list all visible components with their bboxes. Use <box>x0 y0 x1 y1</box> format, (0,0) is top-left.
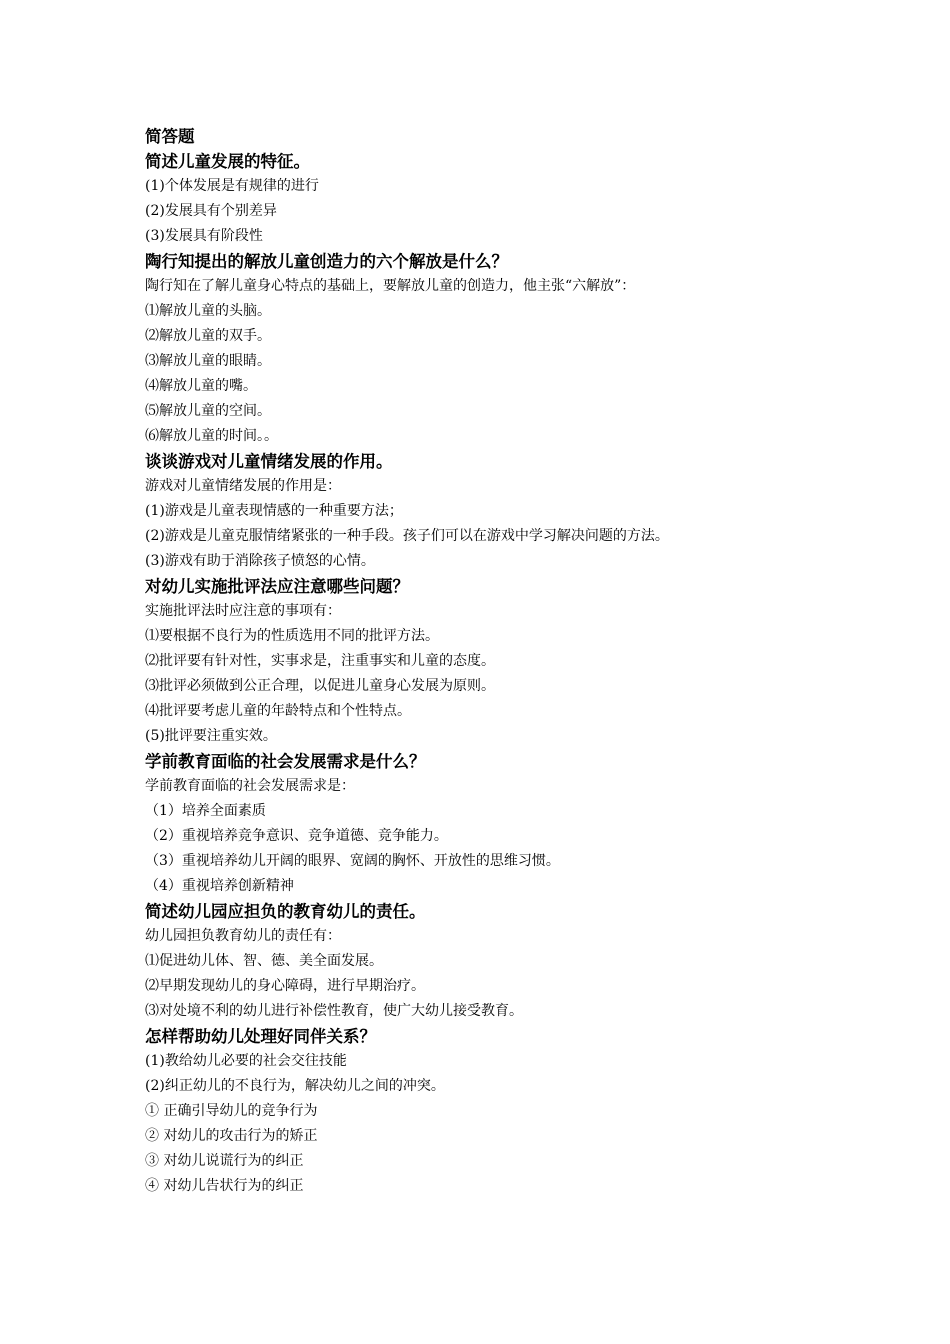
answer-line: （4）重视培养创新精神 <box>145 878 294 894</box>
answer-line: ⑴解放儿童的头脑。 <box>145 303 271 319</box>
answer-line: (1)教给幼儿必要的社会交往技能 <box>145 1053 347 1069</box>
question-heading: 陶行知提出的解放儿童创造力的六个解放是什么？ <box>145 252 508 271</box>
answer-line: (1)个体发展是有规律的进行 <box>145 178 319 194</box>
answer-line: ⑹解放儿童的时间。。 <box>145 428 278 444</box>
answer-line: (2)游戏是儿童克服情绪紧张的一种手段。孩子们可以在游戏中学习解决问题的方法。 <box>145 528 669 544</box>
answer-line: (2)纠正幼儿的不良行为，解决幼儿之间的冲突。 <box>145 1078 445 1094</box>
answer-line: 陶行知在了解儿童身心特点的基础上，要解放儿童的创造力，他主张“六解放”： <box>145 278 636 294</box>
answer-line: ② 对幼儿的攻击行为的矫正 <box>145 1128 318 1144</box>
answer-line: （2）重视培养竞争意识、竞争道德、竞争能力。 <box>145 828 448 844</box>
qa-section <box>145 149 825 249</box>
question-heading: 谈谈游戏对儿童情绪发展的作用。 <box>145 452 393 471</box>
answer-line: 游戏对儿童情绪发展的作用是： <box>145 478 341 494</box>
answer-line: ⑵早期发现幼儿的身心障碍，进行早期治疗。 <box>145 978 425 994</box>
answer-line: (5)批评要注重实效。 <box>145 728 277 744</box>
answer-line: ⑵批评要有针对性，实事求是，注重事实和儿童的态度。 <box>145 653 495 669</box>
question-heading: 简述幼儿园应担负的教育幼儿的责任。 <box>145 902 426 921</box>
answer-line: ⑵解放儿童的双手。 <box>145 328 271 344</box>
answer-line: （1）培养全面素质 <box>145 803 266 819</box>
qa-section <box>145 574 825 749</box>
answer-line: ⑷解放儿童的嘴。 <box>145 378 257 394</box>
answer-line: ⑶对处境不利的幼儿进行补偿性教育，使广大幼儿接受教育。 <box>145 1003 523 1019</box>
qa-section <box>145 899 825 1024</box>
answer-line: ④ 对幼儿告状行为的纠正 <box>145 1178 304 1194</box>
answer-line: ⑶批评必须做到公正合理，以促进儿童身心发展为原则。 <box>145 678 495 694</box>
qa-section <box>145 249 825 449</box>
qa-section <box>145 1024 825 1199</box>
question-heading: 对幼儿实施批评法应注意哪些问题？ <box>145 577 409 596</box>
answer-line: ⑶解放儿童的眼睛。 <box>145 353 271 369</box>
document-body <box>145 124 825 1199</box>
answer-line: (1)游戏是儿童表现情感的一种重要方法； <box>145 503 403 519</box>
answer-line: 实施批评法时应注意的事项有： <box>145 603 341 619</box>
document-title: 简答题 <box>145 127 195 146</box>
answer-line: ⑴要根据不良行为的性质选用不同的批评方法。 <box>145 628 439 644</box>
answer-line: 幼儿园担负教育幼儿的责任有： <box>145 928 341 944</box>
answer-line: ⑸解放儿童的空间。 <box>145 403 271 419</box>
question-heading: 简述儿童发展的特征。 <box>145 152 310 171</box>
answer-line: 学前教育面临的社会发展需求是： <box>145 778 355 794</box>
question-heading: 学前教育面临的社会发展需求是什么？ <box>145 752 426 771</box>
answer-line: (3)游戏有助于消除孩子愤怒的心情。 <box>145 553 375 569</box>
answer-line: ⑴促进幼儿体、智、德、美全面发展。 <box>145 953 383 969</box>
answer-line: ③ 对幼儿说谎行为的纠正 <box>145 1153 304 1169</box>
answer-line: (2)发展具有个别差异 <box>145 203 277 219</box>
answer-line: ⑷批评要考虑儿童的年龄特点和个性特点。 <box>145 703 411 719</box>
answer-line: ① 正确引导幼儿的竞争行为 <box>145 1103 318 1119</box>
question-heading: 怎样帮助幼儿处理好同伴关系？ <box>145 1027 376 1046</box>
qa-section <box>145 449 825 574</box>
answer-line: （3）重视培养幼儿开阔的眼界、宽阔的胸怀、开放性的思维习惯。 <box>145 853 560 869</box>
answer-line: (3)发展具有阶段性 <box>145 228 263 244</box>
qa-section <box>145 749 825 899</box>
